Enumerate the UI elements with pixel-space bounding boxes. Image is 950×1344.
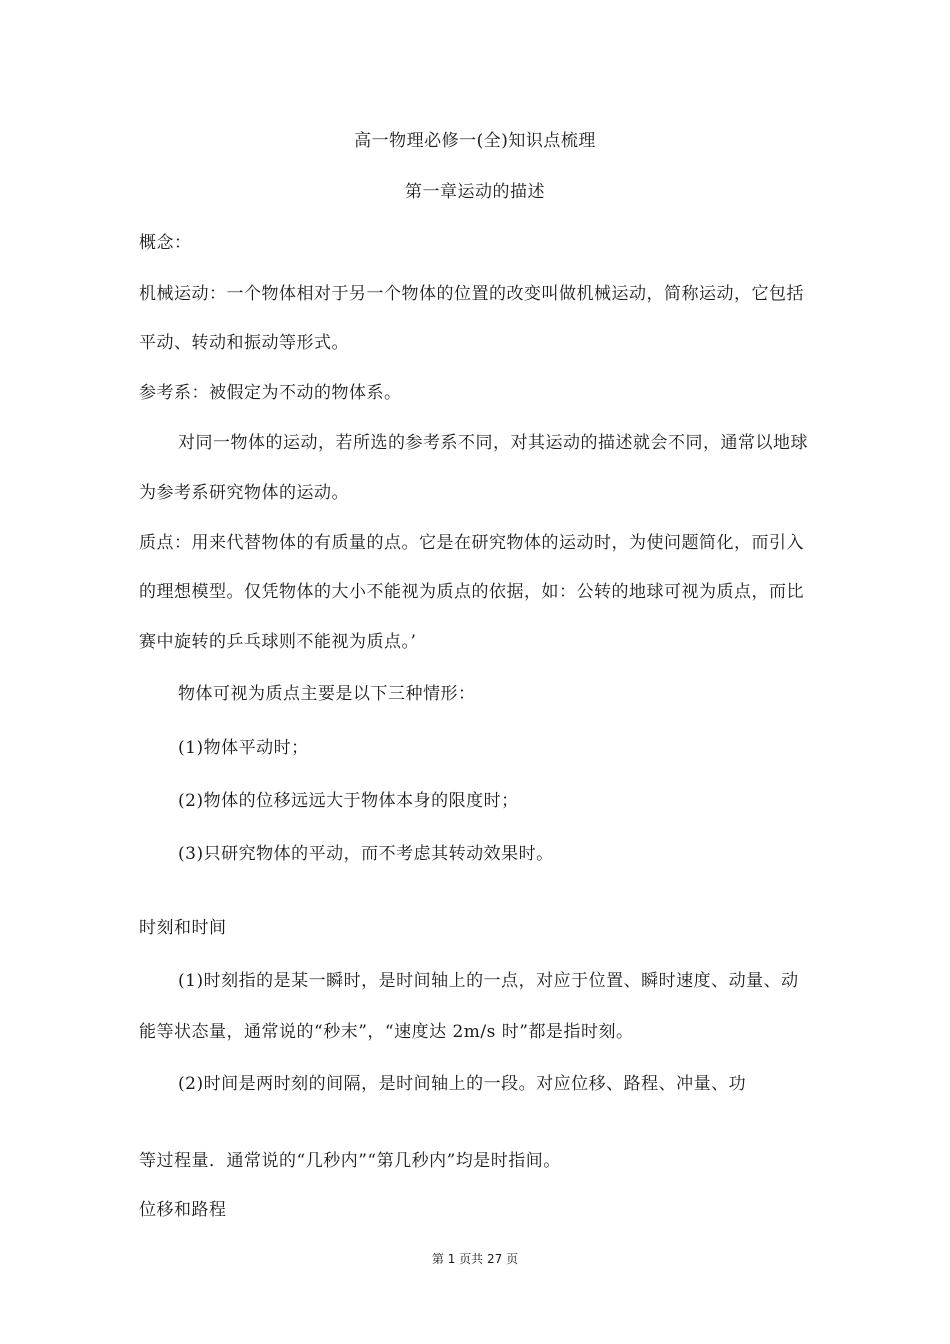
text-line: 参考系：被假定为不动的物体系。: [139, 383, 402, 403]
text-line: 对同一物体的运动，若所选的参考系不同，对其运动的描述就会不同，通常以地球: [178, 433, 808, 453]
section-heading: 位移和路程: [139, 1200, 227, 1220]
text-line: (1)时刻指的是某一瞬时，是时间轴上的一点，对应于位置、瞬时速度、动量、动: [178, 971, 799, 991]
page-footer: 第 1 页共 27 页: [431, 1252, 519, 1266]
text-line: 质点：用来代替物体的有质量的点。它是在研究物体的运动时，为使问题简化，而引入: [139, 533, 804, 553]
list-item: (2)物体的位移远远大于物体本身的限度时；: [178, 791, 519, 811]
text-line: 物体可视为质点主要是以下三种情形：: [178, 684, 476, 704]
text-line: 概念：: [139, 233, 192, 253]
list-item: (1)物体平动时；: [178, 738, 309, 758]
chapter-heading: 第一章运动的描述: [405, 182, 545, 202]
text-line: 机械运动：一个物体相对于另一个物体的位置的改变叫做机械运动，简称运动，它包括: [139, 284, 804, 304]
list-item: (3)只研究物体的平动，而不考虑其转动效果时。: [178, 844, 554, 864]
text-line: 能等状态量，通常说的“秒末”，“速度达 2m/s 时”都是指时刻。: [139, 1022, 634, 1042]
text-line: 等过程量．通常说的“几秒内”“第几秒内”均是时指间。: [139, 1151, 561, 1171]
section-heading: 时刻和时间: [139, 918, 227, 938]
text-line: (2)时间是两时刻的间隔，是时间轴上的一段。对应位移、路程、冲量、功: [178, 1074, 747, 1094]
text-line: 赛中旋转的乒乓球则不能视为质点。’: [139, 632, 417, 652]
text-line: 平动、转动和振动等形式。: [139, 333, 349, 353]
document-title: 高一物理必修一(全)知识点梳理: [354, 131, 596, 151]
text-line: 的理想模型。仅凭物体的大小不能视为质点的依据，如：公转的地球可视为质点，而比: [139, 582, 804, 602]
text-line: 为参考系研究物体的运动。: [139, 483, 349, 503]
